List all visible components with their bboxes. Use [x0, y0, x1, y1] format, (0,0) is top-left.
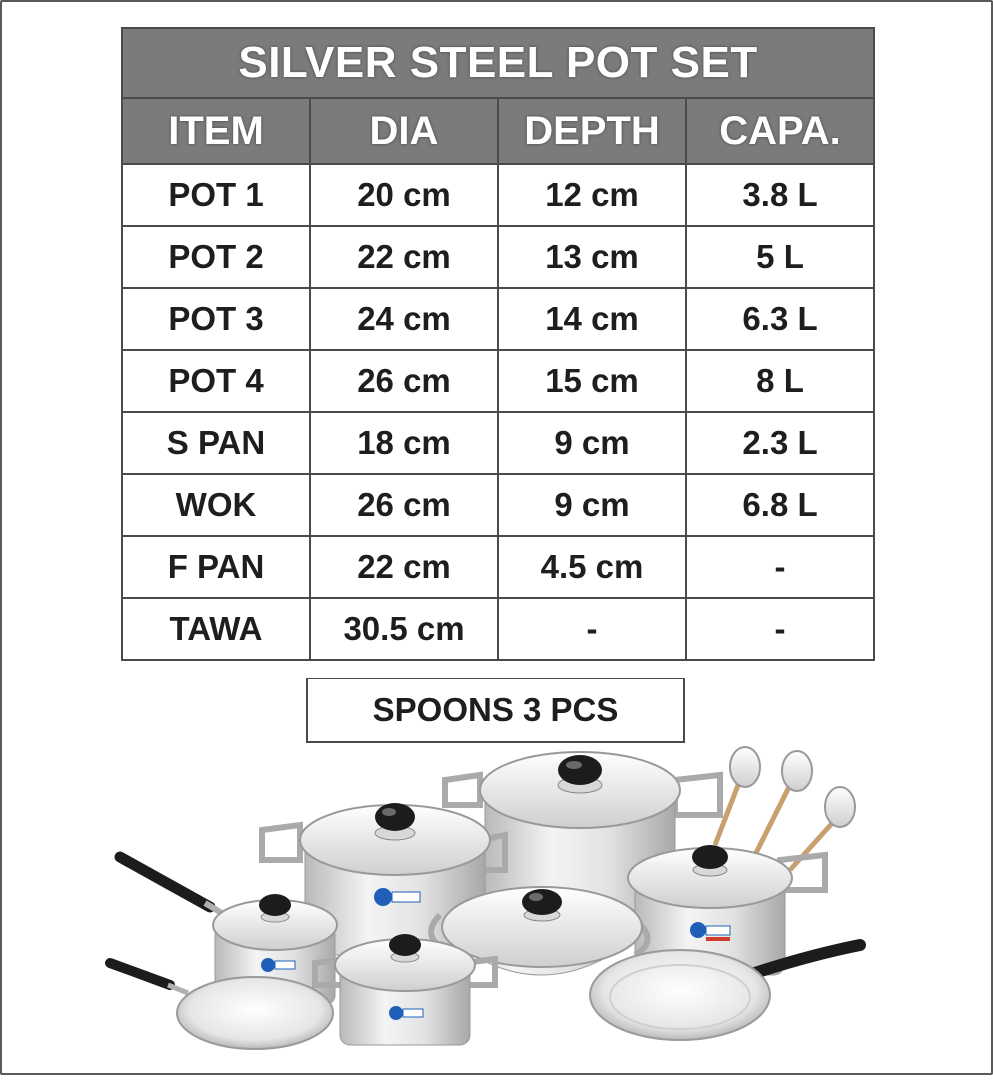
pot-set-spec-table [121, 27, 875, 661]
table-row [122, 474, 874, 536]
cell-dia: 18 cm [310, 412, 498, 474]
column-header-capacity: CAPA. [686, 98, 874, 164]
cell-depth: 14 cm [498, 288, 686, 350]
table-row [122, 412, 874, 474]
cell-dia: 24 cm [310, 288, 498, 350]
spoons-footer-cell: SPOONS 3 PCS [306, 678, 685, 743]
cell-capacity: 6.3 L [686, 288, 874, 350]
cell-dia: 22 cm [310, 536, 498, 598]
cell-capacity: 5 L [686, 226, 874, 288]
fry-pan-image [590, 945, 860, 1040]
table-row [122, 288, 874, 350]
cell-dia: 30.5 cm [310, 598, 498, 660]
column-header-depth: DEPTH [498, 98, 686, 164]
cell-depth: 9 cm [498, 474, 686, 536]
cell-dia: 20 cm [310, 164, 498, 226]
cell-depth: 12 cm [498, 164, 686, 226]
table-row [122, 598, 874, 660]
header-row [122, 98, 874, 164]
title-row [122, 28, 874, 98]
table-row [122, 536, 874, 598]
cell-item: S PAN [122, 412, 310, 474]
cell-item: POT 2 [122, 226, 310, 288]
table-title: SILVER STEEL POT SET [122, 28, 874, 98]
cell-item: POT 4 [122, 350, 310, 412]
cell-capacity: 6.8 L [686, 474, 874, 536]
cell-item: WOK [122, 474, 310, 536]
cell-dia: 26 cm [310, 350, 498, 412]
cookware-set-photo [100, 745, 880, 1060]
column-header-dia: DIA [310, 98, 498, 164]
column-header-item: ITEM [122, 98, 310, 164]
table-row [122, 350, 874, 412]
cell-depth: - [498, 598, 686, 660]
cell-capacity: - [686, 598, 874, 660]
cell-item: TAWA [122, 598, 310, 660]
cell-capacity: - [686, 536, 874, 598]
cell-depth: 4.5 cm [498, 536, 686, 598]
cell-dia: 26 cm [310, 474, 498, 536]
cell-capacity: 2.3 L [686, 412, 874, 474]
cell-item: POT 3 [122, 288, 310, 350]
cell-item: F PAN [122, 536, 310, 598]
cell-depth: 15 cm [498, 350, 686, 412]
table-row [122, 164, 874, 226]
cell-dia: 22 cm [310, 226, 498, 288]
table-row [122, 226, 874, 288]
cell-capacity: 3.8 L [686, 164, 874, 226]
cell-capacity: 8 L [686, 350, 874, 412]
cell-depth: 9 cm [498, 412, 686, 474]
cell-depth: 13 cm [498, 226, 686, 288]
cell-item: POT 1 [122, 164, 310, 226]
